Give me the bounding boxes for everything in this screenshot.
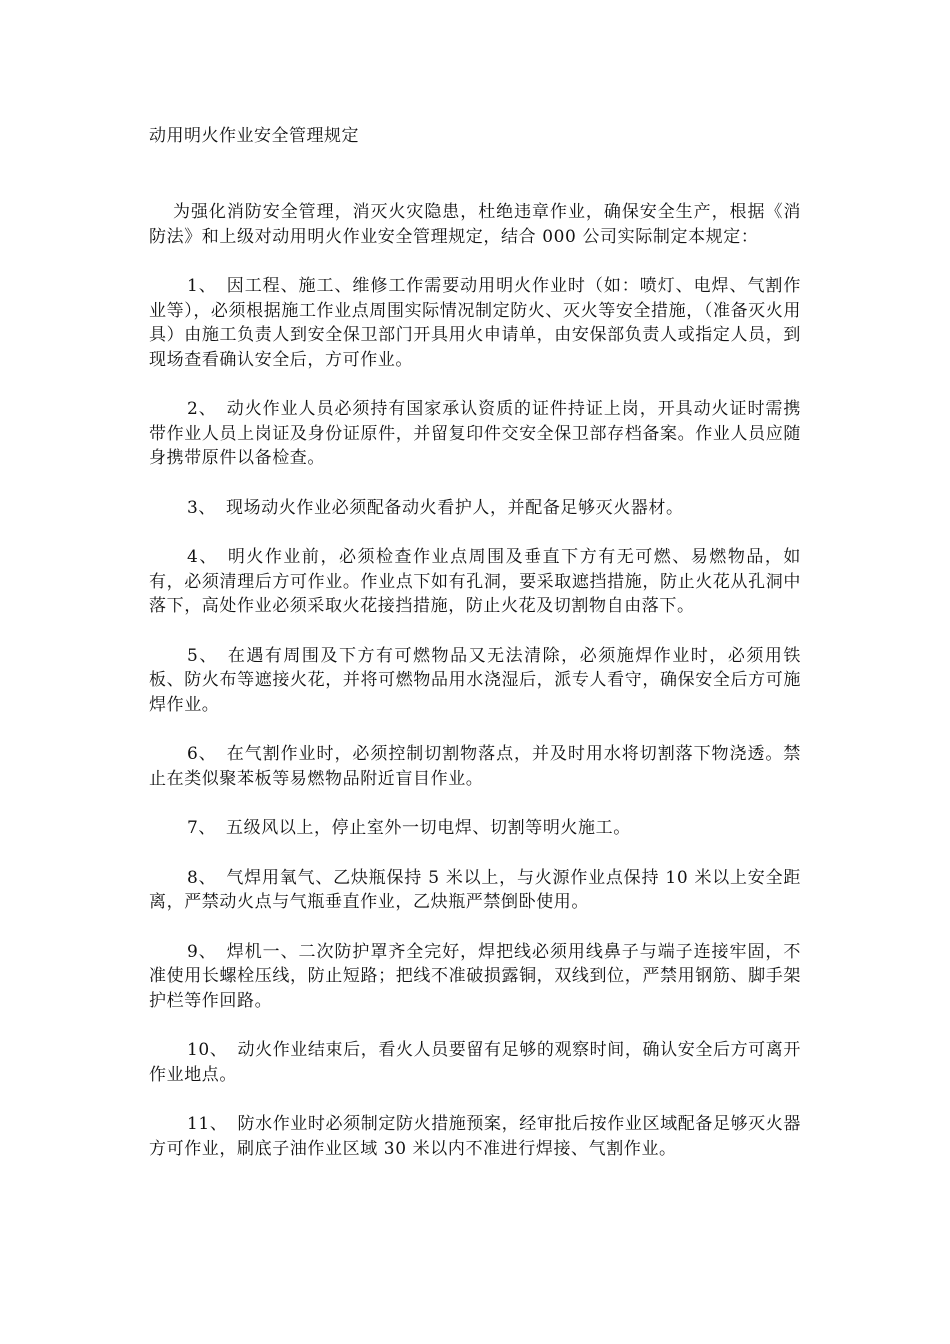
item-number: 7、 xyxy=(187,818,217,838)
item-text: 动火作业人员必须持有国家承认资质的证件持证上岗，开具动火证时需携带作业人员上岗证及身份证原件，并留复印件交安全保卫部存档备案。作业人员应随身携带原件以备检查。 xyxy=(149,399,801,468)
list-item xyxy=(149,742,801,791)
item-number: 11、 xyxy=(187,1114,228,1134)
list-item xyxy=(149,644,801,718)
item-text: 防水作业时必须制定防火措施预案，经审批后按作业区域配备足够灭火器方可作业，刷底子油作业区域 30 米以内不准进行焊接、气割作业。 xyxy=(149,1114,802,1159)
list-item xyxy=(149,940,801,1014)
item-text: 五级风以上，停止室外一切电焊、切割等明火施工。 xyxy=(226,818,631,838)
item-text: 气焊用氧气、乙炔瓶保持 5 米以上，与火源作业点保持 10 米以上安全距离，严禁动火点与气瓶垂直作业，乙炔瓶严禁倒卧使用。 xyxy=(149,867,801,912)
list-item xyxy=(149,1038,801,1087)
item-number: 10、 xyxy=(187,1040,228,1060)
list-item xyxy=(149,816,801,841)
item-number: 5、 xyxy=(187,645,218,666)
item-text: 在遇有周围及下方有可燃物品又无法清除，必须施焊作业时，必须用铁板、防火布等遮接火花，并将可燃物品用水浇湿后，派专人看守，确保安全后方可施焊作业。 xyxy=(149,645,801,715)
list-item xyxy=(149,545,801,619)
list-item xyxy=(149,496,801,521)
item-text: 焊机一、二次防护罩齐全完好，焊把线必须用线鼻子与端子连接牢固，不准使用长螺栓压线，防止短路；把线不准破损露铜，双线到位，严禁用钢筋、脚手架护栏等作回路。 xyxy=(149,941,801,1011)
item-number: 2、 xyxy=(187,399,217,419)
item-text: 明火作业前，必须检查作业点周围及垂直下方有无可燃、易燃物品，如有，必须清理后方可作业。作业点下如有孔洞，要采取遮挡措施，防止火花从孔洞中落下，高处作业必须采取火花接挡措施，防止火花及切割物自由落下。 xyxy=(149,547,801,616)
item-text: 因工程、施工、维修工作需要动用明火作业时（如：喷灯、电焊、气割作业等），必须根据施工作业点周围实际情况制定防火、灭火等安全措施，（准备灭火用具）由施工负责人到安全保卫部门开具用火申请单，由安保部负责人或指定人员，到现场查看确认安全后，方可作业。 xyxy=(149,276,801,370)
intro-paragraph: 为强化消防安全管理，消灭火灾隐患，杜绝违章作业，确保安全生产，根据《消防法》和上级对动用明火作业安全管理规定，结合 000 公司实际制定本规定： xyxy=(149,202,801,247)
item-number: 6、 xyxy=(187,744,217,764)
list-item xyxy=(149,274,801,372)
item-text: 在气割作业时，必须控制切割物落点，并及时用水将切割落下物浇透。禁止在类似聚苯板等易燃物品附近盲目作业。 xyxy=(149,744,801,789)
item-number: 1、 xyxy=(187,276,217,296)
item-number: 8、 xyxy=(187,867,217,888)
item-number: 9、 xyxy=(187,941,217,962)
item-number: 4、 xyxy=(187,547,218,567)
document-body xyxy=(149,200,801,1186)
list-item xyxy=(149,866,801,915)
list-item xyxy=(149,1112,801,1161)
item-number: 3、 xyxy=(187,497,217,518)
item-text: 动火作业结束后，看火人员要留有足够的观察时间，确认安全后方可离开作业地点。 xyxy=(149,1040,802,1085)
list-item xyxy=(149,397,801,471)
item-text: 现场动火作业必须配备动火看护人，并配备足够灭火器材。 xyxy=(226,497,684,518)
document-title: 动用明火作业安全管理规定 xyxy=(149,126,359,146)
